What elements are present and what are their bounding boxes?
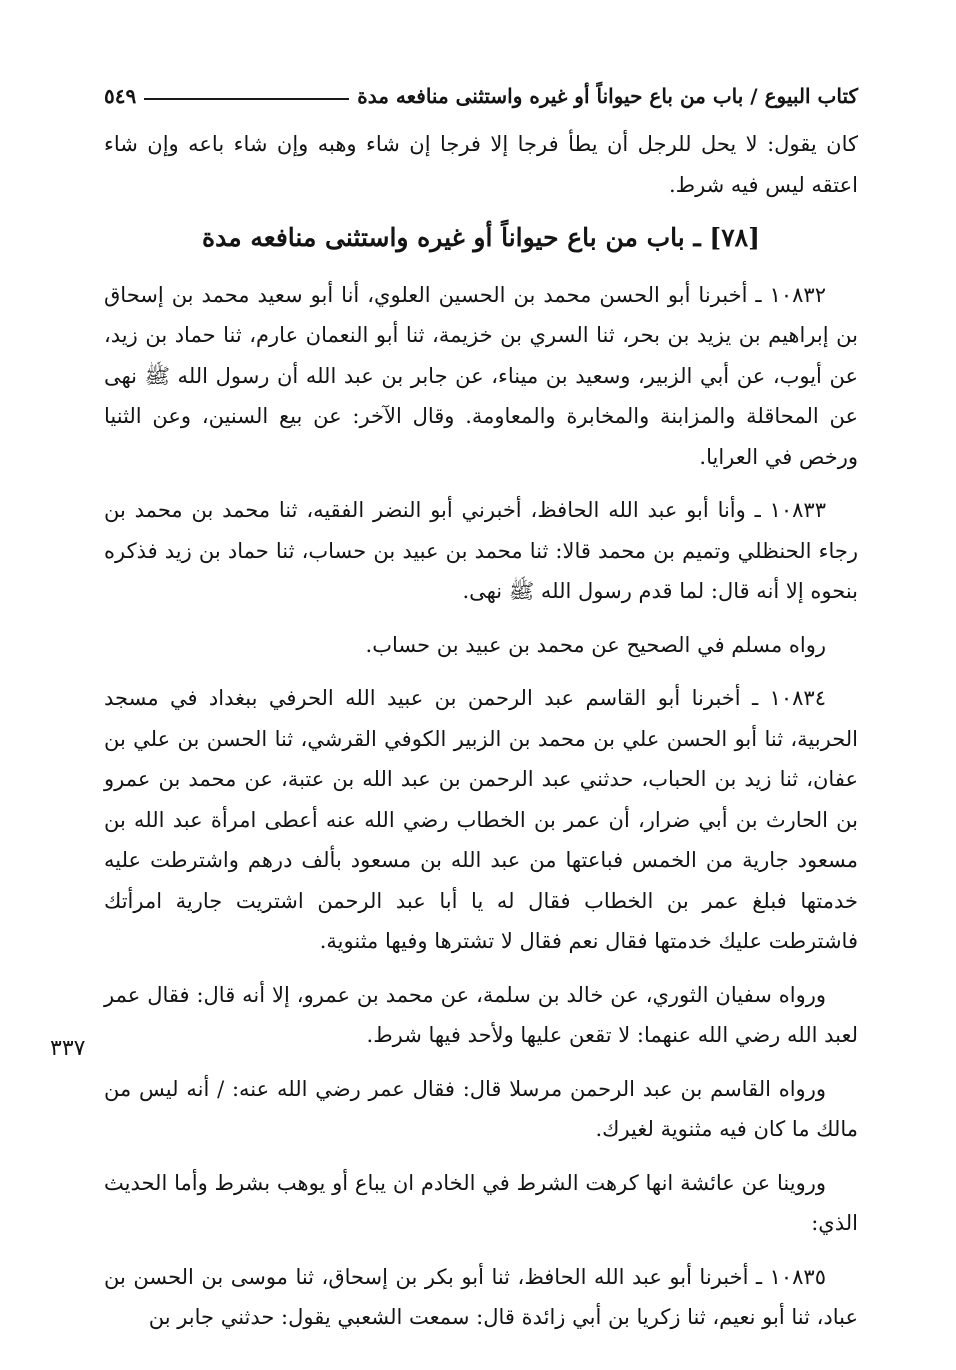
commentary-paragraph: ورواه القاسم بن عبد الرحمن مرسلا قال: فقال عمر رضي الله عنه: / أنه ليس من مالك ما كان فيه مثنوية لغيرك. bbox=[104, 1076, 858, 1141]
margin-page-reference: ٣٣٧ bbox=[50, 1036, 86, 1061]
commentary-paragraph: رواه مسلم في الصحيح عن محمد بن عبيد بن حساب. bbox=[365, 632, 826, 657]
page-body bbox=[104, 124, 858, 1351]
hadith-10834: ١٠٨٣٤ ـ أخبرنا أبو القاسم عبد الرحمن بن عبيد الله الحرفي ببغداد في مسجد الحربية، ثنا أبو الحسن علي بن محمد بن الزبير الكوفي القرشي، ثنا الحسن بن علي بن عفان، ثنا زيد بن الحباب، حدثني عبد الرحمن بن عبد الله بن عتبة، عن محمد بن عمرو بن الحارث بن أبي ضرار، أن عمر بن الخطاب رضي الله عنه أعطى امرأة عبد الله بن مسعود جارية من الخمس فباعتها من عبد الله بن مسعود بألف درهم واشترطت عليه خدمتها فبلغ عمر بن الخطاب فقال له يا أبا عبد الرحمن اشتريت جارية امرأتك فاشترطت عليك خدمتها فقال نعم فقال لا تشترها وفيها مثنوية. bbox=[104, 686, 858, 953]
continuation-paragraph: كان يقول: لا يحل للرجل أن يطأ فرجا إلا فرجا إن شاء وهبه وإن شاء باعه وإن شاء اعتقه ليس فيه شرط. bbox=[104, 132, 858, 197]
hadith-10832: ١٠٨٣٢ ـ أخبرنا أبو الحسن محمد بن الحسين العلوي، أنا أبو سعيد محمد بن إسحاق بن إبراهيم بن يزيد بن بحر، ثنا السري بن خزيمة، ثنا أبو النعمان عارم، ثنا حماد بن زيد، عن أيوب، عن أبي الزبير، وسعيد بن ميناء، عن جابر بن عبد الله أن رسول الله ﷺ نهى عن المحاقلة والمزابنة والمخابرة والمعاومة. وقال الآخر: عن بيع السنين، وعن الثنيا ورخص في العرايا. bbox=[104, 282, 858, 469]
page-header bbox=[104, 72, 858, 108]
header-rule bbox=[144, 98, 349, 100]
commentary-paragraph: ورواه سفيان الثوري، عن خالد بن سلمة، عن محمد بن عمرو، إلا أنه قال: فقال عمر لعبد الله رضي الله عنهما: لا تقعن عليها ولأحد فيها شرط. bbox=[104, 982, 858, 1047]
hadith-10833: ١٠٨٣٣ ـ وأنا أبو عبد الله الحافظ، أخبرني أبو النضر الفقيه، ثنا محمد بن محمد بن رجاء الحنظلي وتميم بن محمد قالا: ثنا محمد بن عبيد بن حساب، ثنا حماد بن زيد فذكره بنحوه إلا أنه قال: لما قدم رسول الله ﷺ نهى. bbox=[104, 498, 858, 603]
hadith-10835: ١٠٨٣٥ ـ أخبرنا أبو عبد الله الحافظ، ثنا أبو بكر بن إسحاق، ثنا موسى بن الحسن بن عباد، ثنا أبو نعيم، ثنا زكريا بن أبي زائدة قال: سمعت الشعبي يقول: حدثني جابر بن bbox=[104, 1264, 858, 1329]
running-title: كتاب البيوع / باب من باع حيواناً أو غيره واستثنى منافعه مدة bbox=[357, 84, 858, 108]
commentary-paragraph: وروينا عن عائشة انها كرهت الشرط في الخادم ان يباع أو يوهب بشرط وأما الحديث الذي: bbox=[104, 1170, 858, 1235]
page-number: ٥٤٩ bbox=[104, 84, 137, 108]
section-heading: [٧٨] ـ باب من باع حيواناً أو غيره واستثنى منافعه مدة bbox=[202, 223, 760, 252]
